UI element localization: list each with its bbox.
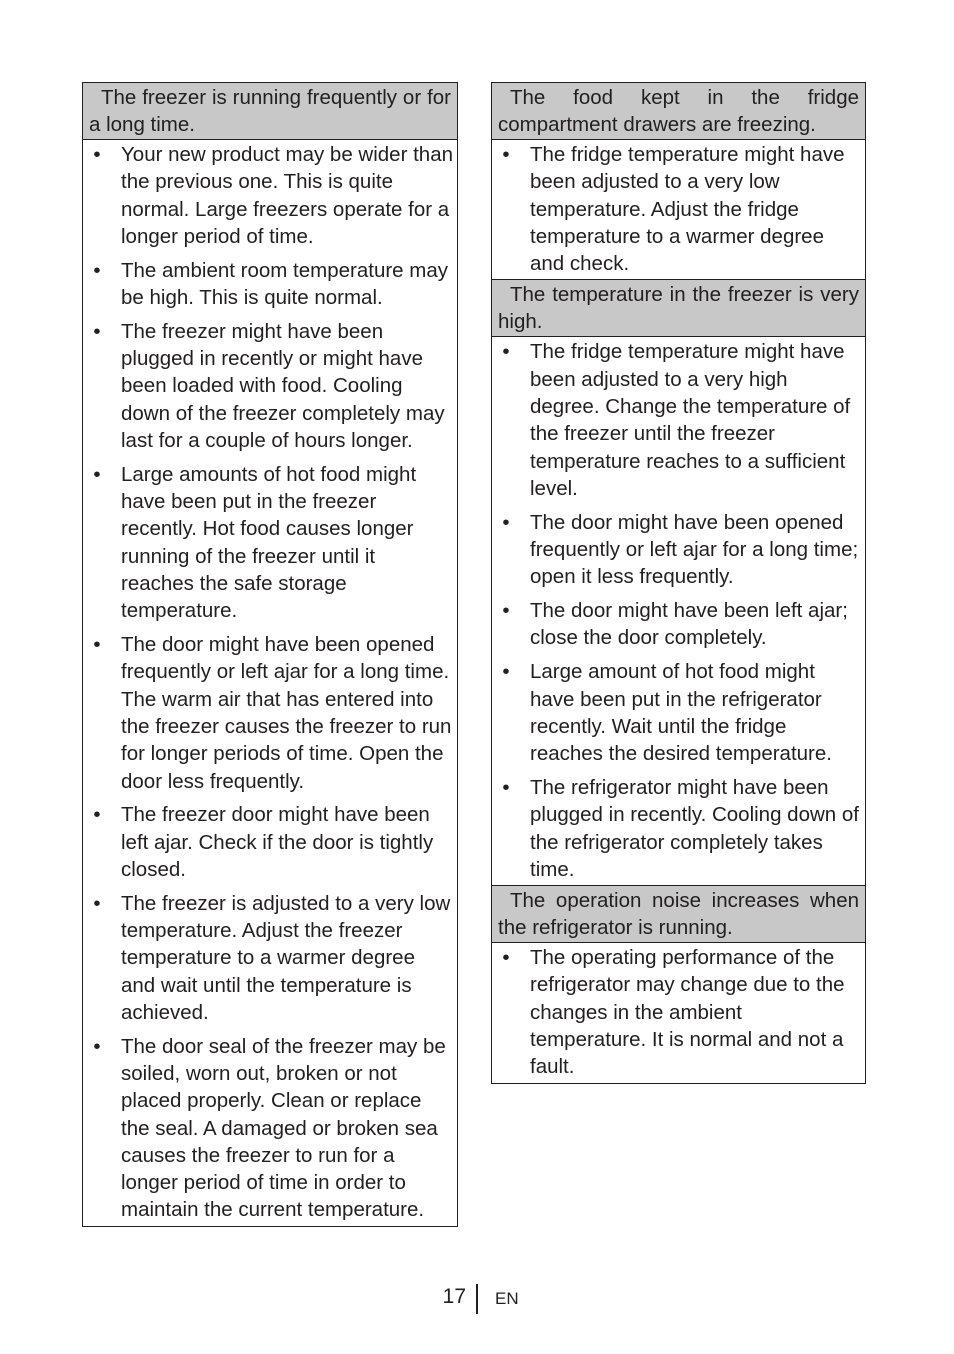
bullet-icon <box>90 257 104 284</box>
bullet-icon <box>499 774 513 801</box>
troubleshooting-section <box>492 885 865 1080</box>
list-item: • The operating performance of the refrigerator may change due to the changes in the ambient temperature. It is normal and not a fault. <box>498 944 861 1080</box>
left-troubleshooting-column <box>82 82 458 1227</box>
bullet-icon <box>90 461 104 488</box>
list-item: • The door might have been opened frequently or left ajar for a long time. The warm air that has entered into the freezer causes the freezer to run for longer periods of time. Open the door less frequently. <box>89 631 453 795</box>
troubleshooting-section <box>83 83 457 1224</box>
footer-divider <box>476 1284 478 1314</box>
list-item: • Your new product may be wider than the previous one. This is quite normal. Large freezers operate for a longer period of time. <box>89 141 453 250</box>
section-heading: The temperature in the freezer is very high. <box>492 279 865 337</box>
language-code: EN <box>495 1289 519 1308</box>
troubleshooting-section <box>492 83 865 277</box>
bullet-icon <box>90 1033 104 1060</box>
cause-list <box>492 337 865 883</box>
bullet-icon <box>499 658 513 685</box>
list-item: • Large amounts of hot food might have been put in the freezer recently. Hot food causes longer running of the freezer until it reaches the safe storage temperature. <box>89 461 453 625</box>
list-item: • The fridge temperature might have been adjusted to a very high degree. Change the temperature of the freezer until the freezer temperature reaches to a sufficient level. <box>498 338 861 502</box>
bullet-icon <box>499 509 513 536</box>
list-item: • The freezer is adjusted to a very low temperature. Adjust the freezer temperature to a warmer degree and wait until the temperature is achieved. <box>89 890 453 1026</box>
list-item: • The fridge temperature might have been adjusted to a very low temperature. Adjust the fridge temperature to a warmer degree and check. <box>498 141 861 277</box>
list-item: • The refrigerator might have been plugged in recently. Cooling down of the refrigerator completely takes time. <box>498 774 861 883</box>
bullet-icon <box>499 944 513 971</box>
list-item: • Large amount of hot food might have been put in the refrigerator recently. Wait until the fridge reaches the desired temperature. <box>498 658 861 767</box>
bullet-icon <box>499 141 513 168</box>
right-troubleshooting-column <box>491 82 866 1084</box>
bullet-icon <box>90 318 104 345</box>
bullet-icon <box>90 141 104 168</box>
list-item: • The door might have been opened frequently or left ajar for a long time; open it less frequently. <box>498 509 861 591</box>
bullet-icon <box>499 597 513 624</box>
list-item: • The freezer might have been plugged in recently or might have been loaded with food. Cooling down of the freezer completely may last for a couple of hours longer. <box>89 318 453 454</box>
bullet-icon <box>499 338 513 365</box>
bullet-icon <box>90 890 104 917</box>
section-heading: The food kept in the fridge compartment drawers are freezing. <box>492 83 865 140</box>
cause-list <box>83 140 457 1224</box>
list-item: • The freezer door might have been left ajar. Check if the door is tightly closed. <box>89 801 453 883</box>
cause-list <box>492 140 865 277</box>
section-heading: The freezer is running frequently or for a long time. <box>83 83 457 140</box>
page-footer <box>0 1284 954 1314</box>
bullet-icon <box>90 801 104 828</box>
list-item: • The door might have been left ajar; close the door completely. <box>498 597 861 652</box>
troubleshooting-section <box>492 279 865 883</box>
page-number: 17 <box>442 1285 466 1308</box>
list-item: • The door seal of the freezer may be soiled, worn out, broken or not placed properly. Clean or replace the seal. A damaged or broken sea causes the freezer to run for a longer period of time in order to maintain the current temperature. <box>89 1033 453 1224</box>
bullet-icon <box>90 631 104 658</box>
section-heading: The operation noise increases when the refrigerator is running. <box>492 885 865 943</box>
list-item: • The ambient room temperature may be high. This is quite normal. <box>89 257 453 312</box>
cause-list <box>492 943 865 1080</box>
